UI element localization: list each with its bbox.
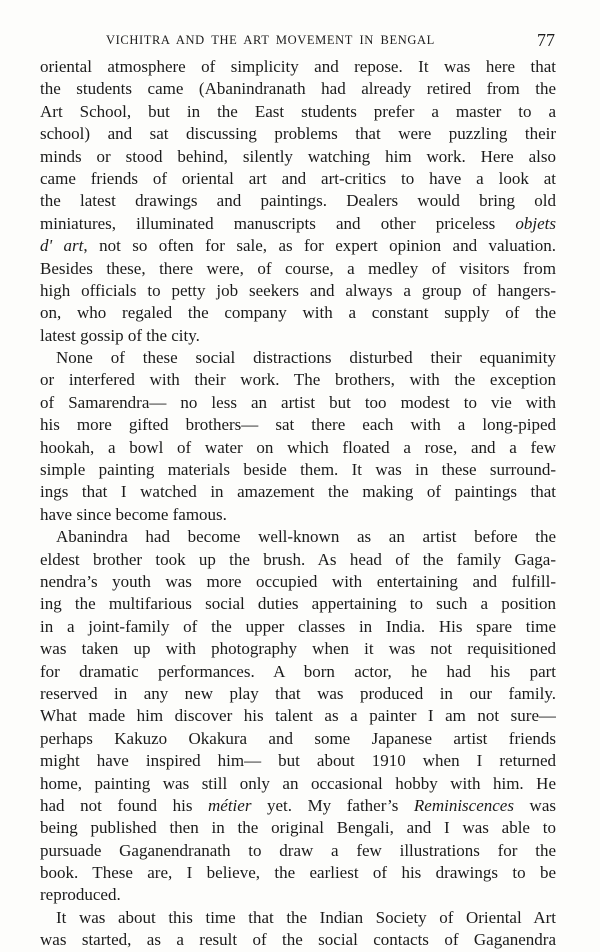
italic-objets: objets xyxy=(515,213,556,233)
text-line: It was about this time that the Indian Society of Oriental Art xyxy=(56,907,556,927)
page-number: 77 xyxy=(537,30,555,50)
text-line: might have inspired him— but about 1910 when I returned xyxy=(40,751,556,771)
text-line: reproduced. xyxy=(40,885,121,905)
text-line: on, who regaled the company with a constant supply of the xyxy=(40,303,556,323)
text-line: Besides these, there were, of course, a medley of visitors from xyxy=(40,258,556,278)
text-line: in a joint-family of the upper classes in India. His spare time xyxy=(40,616,556,636)
text-line: Art School, but in the East students prefer a master to a xyxy=(40,101,556,121)
text-line: came friends of oriental art and art-critics to have a look at xyxy=(40,168,556,188)
text-line: school) and sat discussing problems that were puzzling their xyxy=(40,124,556,144)
text-line: minds or stood behind, silently watching him work. Here also xyxy=(40,146,556,166)
italic-metier: métier xyxy=(208,795,252,815)
text-line: Abanindra had become well-known as an artist before the xyxy=(56,527,556,547)
text-line: nendra’s youth was more occupied with entertaining and fulfill- xyxy=(40,571,556,591)
text-line: ing the multifarious social duties appertaining to such a position xyxy=(40,594,556,614)
text-line: simple painting materials beside them. It was in these surround- xyxy=(40,460,556,480)
running-head: VICHITRA AND THE ART MOVEMENT IN BENGAL xyxy=(106,33,435,47)
text-line: home, painting was still only an occasional hobby with him. He xyxy=(40,773,556,793)
text-line: was taken up with photography when it was not requisitioned xyxy=(40,639,556,659)
text-line: perhaps Kakuzo Okakura and some Japanese artist friends xyxy=(40,728,556,748)
text-line: of Samarendra— no less an artist but too modest to vie with xyxy=(40,392,556,412)
text-line: for dramatic performances. A born actor, he had his part xyxy=(40,661,556,681)
text-line: high officials to petty job seekers and always a group of hangers- xyxy=(40,280,556,300)
text-line: had not found his métier yet. My father’s Reminiscences was xyxy=(40,795,556,815)
text-line: None of these social distractions disturbed their equanimity xyxy=(56,348,556,368)
italic-dart: d' art xyxy=(40,236,84,256)
text-line: was started, as a result of the social contacts of Gaganendra xyxy=(40,930,556,950)
text-line: hookah, a bowl of water on which floated a rose, and a few xyxy=(40,437,556,457)
text-line: or interfered with their work. The brothers, with the exception xyxy=(40,370,556,390)
text-line: the students came (Abanindranath had already retired from the xyxy=(40,79,556,99)
text-line: miniatures, illuminated manuscripts and other priceless objets xyxy=(40,213,556,233)
text-line: pursuade Gaganendranath to draw a few illustrations for the xyxy=(40,840,556,860)
text-line: oriental atmosphere of simplicity and repose. It was here that xyxy=(40,57,556,76)
text-line: his more gifted brothers— sat there each with a long-piped xyxy=(40,415,556,435)
text-line: book. These are, I believe, the earliest of his drawings to be xyxy=(40,863,556,883)
text-line: being published then in the original Bengali, and I was able to xyxy=(40,818,556,838)
text-line: What made him discover his talent as a painter I am not sure— xyxy=(40,706,556,726)
text-line: eldest brother took up the brush. As head of the family Gaga- xyxy=(40,549,556,569)
page-header xyxy=(40,30,555,52)
text-line: have since become famous. xyxy=(40,504,227,524)
text-line: d' art, not so often for sale, as for expert opinion and valuation. xyxy=(40,236,556,256)
text-line: latest gossip of the city. xyxy=(40,325,200,345)
text-line: ings that I watched in amazement the making of paintings that xyxy=(40,482,556,502)
body-text xyxy=(40,56,556,952)
italic-reminiscences: Reminiscences xyxy=(413,795,514,815)
text-line: the latest drawings and paintings. Dealers would bring old xyxy=(40,191,556,211)
text-line: reserved in any new play that was produced in our family. xyxy=(40,683,556,703)
